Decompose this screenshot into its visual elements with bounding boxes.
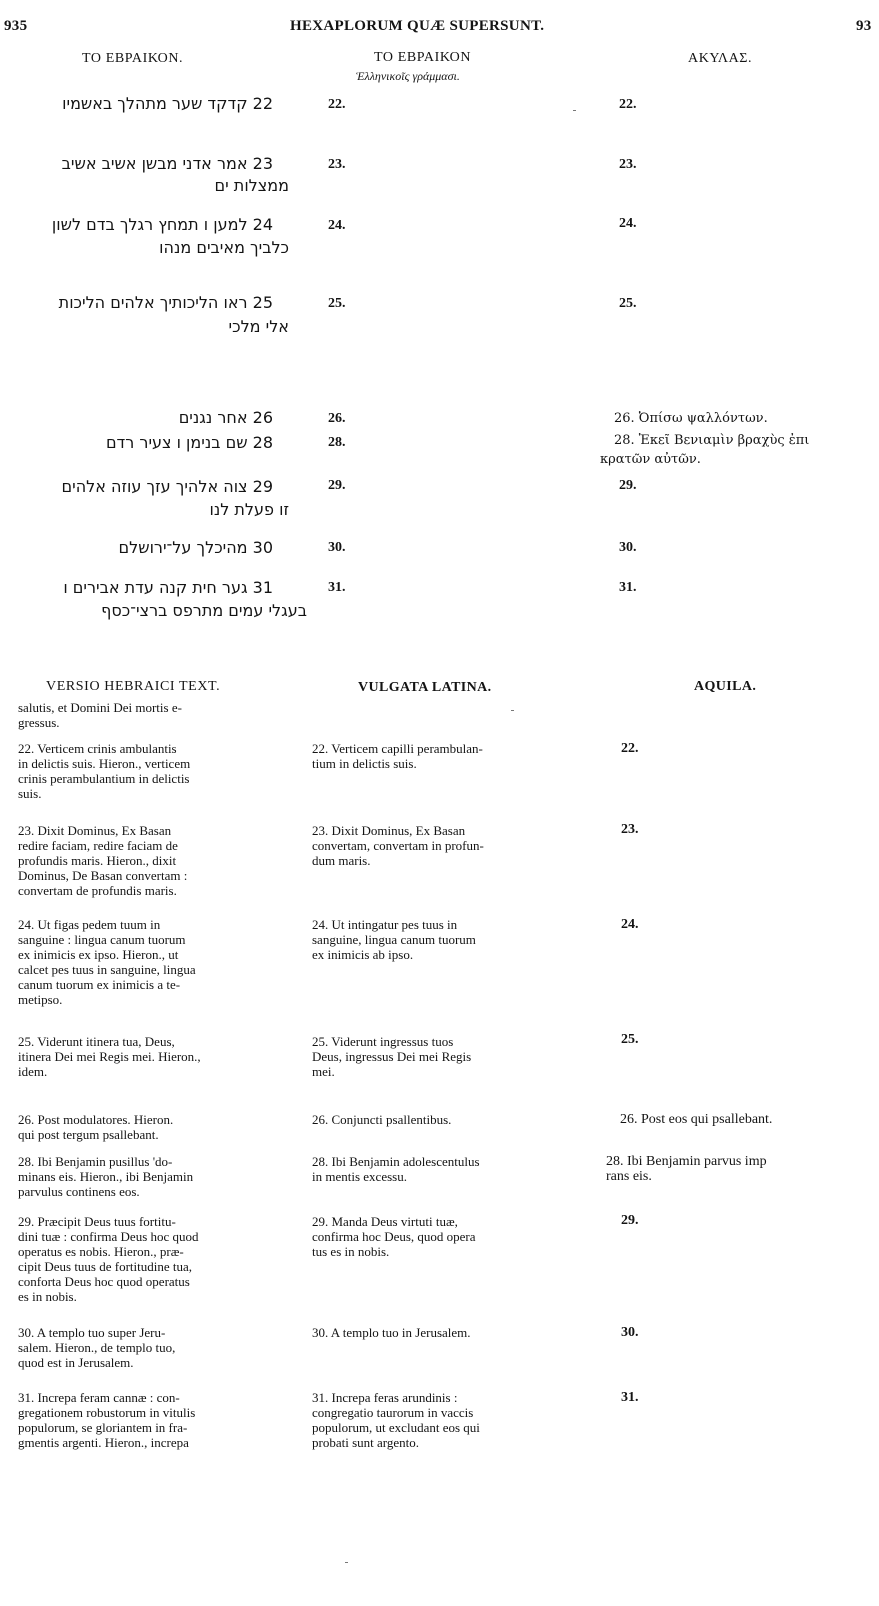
verse-number: 29. [328,478,346,493]
vulgata-text: 30. A templo tuo in Jerusalem. [312,1325,471,1340]
versio-text: 25. Viderunt itinera tua, Deus, itinera Dei mei Regis mei. Hieron., idem. [18,1034,201,1079]
hebrew-verse-continuation: כלביך מאיבים מנהו [159,238,289,257]
aquila-text: 26. Post eos qui psallebant. [620,1112,773,1127]
versio-text: 31. Increpa feram cannæ : con- gregationem robustorum in vitulis populorum, se gloriantem in fra- gmentis argenti. Hieron., increpa [18,1390,196,1450]
vulgata-text: 28. Ibi Benjamin adolescentulus in mentis excessu. [312,1154,480,1184]
aquila-text: 22. [621,741,639,756]
hebrew-verse: 22 קדקד שער מתהלך באשמיו [62,94,273,113]
aquila-text: 30. [621,1325,639,1340]
hebrew-verse: 30 מהיכלך על־ירושלם [118,538,273,557]
hebrew-verse-continuation: בעגלי עמים מתרפס ברצי־כסף [101,601,307,620]
column-heading-aquila-latin: AQUILA. [694,679,757,694]
vulgata-text: 26. Conjuncti psallentibus. [312,1112,452,1127]
verse-number: 30. [328,540,346,555]
page-number-left: 935 [4,18,28,34]
hebrew-verse: 28 שם בנימן ו צעיר רדם [105,433,273,452]
aquila-text: 25. [621,1032,639,1047]
aquila-verse: 24. [619,216,637,231]
aquila-text: 29. [621,1213,639,1228]
hebrew-verse: 24 למען ו תמחץ רגלך בדם לשון [51,215,273,234]
aquila-verse: 26. Ὀπίσω ψαλλόντων. [614,411,768,426]
vulgata-text: 31. Increpa feras arundinis : congregatio taurorum in vaccis populorum, ut excludant eos qui probati sunt argento. [312,1390,480,1450]
aquila-text: 24. [621,917,639,932]
scan-speck [511,710,514,711]
aquila-verse: 25. [619,296,637,311]
hebrew-verse: 25 ראו הליכותיך אלהים הליכות [58,293,273,312]
intro-text: salutis, et Domini Dei mortis e- gressus. [18,700,182,730]
aquila-verse-continuation: κρατῶν αὐτῶν. [600,452,701,467]
column-heading-versio: VERSIO HEBRAICI TEXT. [46,679,221,694]
scan-speck [573,110,576,111]
hebrew-verse: 23 אמר אדני מבשן אשיב אשיב [61,154,273,173]
versio-text: 26. Post modulatores. Hieron. qui post tergum psallebant. [18,1112,174,1142]
aquila-verse: 29. [619,478,637,493]
verse-number: 22. [328,97,346,112]
versio-text: 28. Ibi Benjamin pusillus 'do- minans eis. Hieron., ibi Benjamin parvulus continens eos. [18,1154,194,1199]
versio-text: 24. Ut figas pedem tuum in sanguine : lingua canum tuorum ex inimicis ex ipso. Hieron., ut calcet pes tuus in sanguine, lingua canum tuorum ex inimicis a te- metipso. [18,917,196,1007]
aquila-verse: 22. [619,97,637,112]
column-heading-vulgata: VULGATA LATINA. [358,680,492,695]
aquila-text: 28. Ibi Benjamin parvus imp rans eis. [606,1154,767,1184]
column-heading-hebraic: ΤΟ ΕΒΡΑΙΚΟΝ. [82,51,184,66]
hebrew-verse: 31 גער חית קנה עדת אבירים ו [63,578,273,597]
vulgata-text: 25. Viderunt ingressus tuos Deus, ingressus Dei mei Regis mei. [312,1034,472,1079]
aquila-text: 31. [621,1390,639,1405]
hebrew-verse-continuation: אלי מלכי [228,317,289,336]
running-title: HEXAPLORUM QUÆ SUPERSUNT. [290,18,545,34]
hebrew-verse: 29 צוה אלהיך עזך עוזה אלהים [61,477,273,496]
vulgata-text: 22. Verticem capilli perambulan- tium in delictis suis. [312,741,483,771]
verse-number: 23. [328,157,346,172]
versio-text: 22. Verticem crinis ambulantis in delictis suis. Hieron., verticem crinis perambulantium in delictis suis. [18,741,191,801]
scan-speck [345,1562,348,1563]
vulgata-text: 24. Ut intingatur pes tuus in sanguine, lingua canum tuorum ex inimicis ab ipso. [312,917,476,962]
vulgata-text: 23. Dixit Dominus, Ex Basan convertam, convertam in profun- dum maris. [312,823,484,868]
verse-number: 25. [328,296,346,311]
column-heading-aquila-greek: ΑΚΥΛΑΣ. [688,51,753,66]
hebrew-verse-continuation: זו פעלת לנו [209,500,289,519]
aquila-verse: 30. [619,540,637,555]
column-heading-greek-letters: ΤΟ ΕΒΡΑΙΚΟΝ [374,50,472,65]
aquila-text: 23. [621,822,639,837]
hebrew-verse: 26 אחר נגנים [178,408,273,427]
versio-text: 23. Dixit Dominus, Ex Basan redire faciam, redire faciam de profundis maris. Hieron., dixit Dominus, De Basan convertam : convertam de profundis maris. [18,823,188,898]
page-number-right: 93 [856,18,872,34]
hebrew-verse-continuation: ממצלות ים [214,176,289,195]
versio-text: 30. A templo tuo super Jeru- salem. Hieron., de templo tuo, quod est in Jerusalem. [18,1325,176,1370]
aquila-verse: 31. [619,580,637,595]
verse-number: 26. [328,411,346,426]
verse-number: 31. [328,580,346,595]
verse-number: 24. [328,218,346,233]
column-subheading-greek-letters: Ἑλληνικοῖς γράμμασι. [356,69,460,83]
aquila-verse: 23. [619,157,637,172]
aquila-verse: 28. Ἐκεῖ Βενιαμὶν βραχὺς ἐπι [614,433,810,448]
vulgata-text: 29. Manda Deus virtuti tuæ, confirma hoc Deus, quod opera tus es in nobis. [312,1214,476,1259]
verse-number: 28. [328,435,346,450]
versio-text: 29. Præcipit Deus tuus fortitu- dini tuæ : confirma Deus hoc quod operatus es nobis. Hieron., præ- cipit Deus tuus de fortitudine tua, conforta Deus hoc quod operatus es in nobis. [18,1214,199,1304]
